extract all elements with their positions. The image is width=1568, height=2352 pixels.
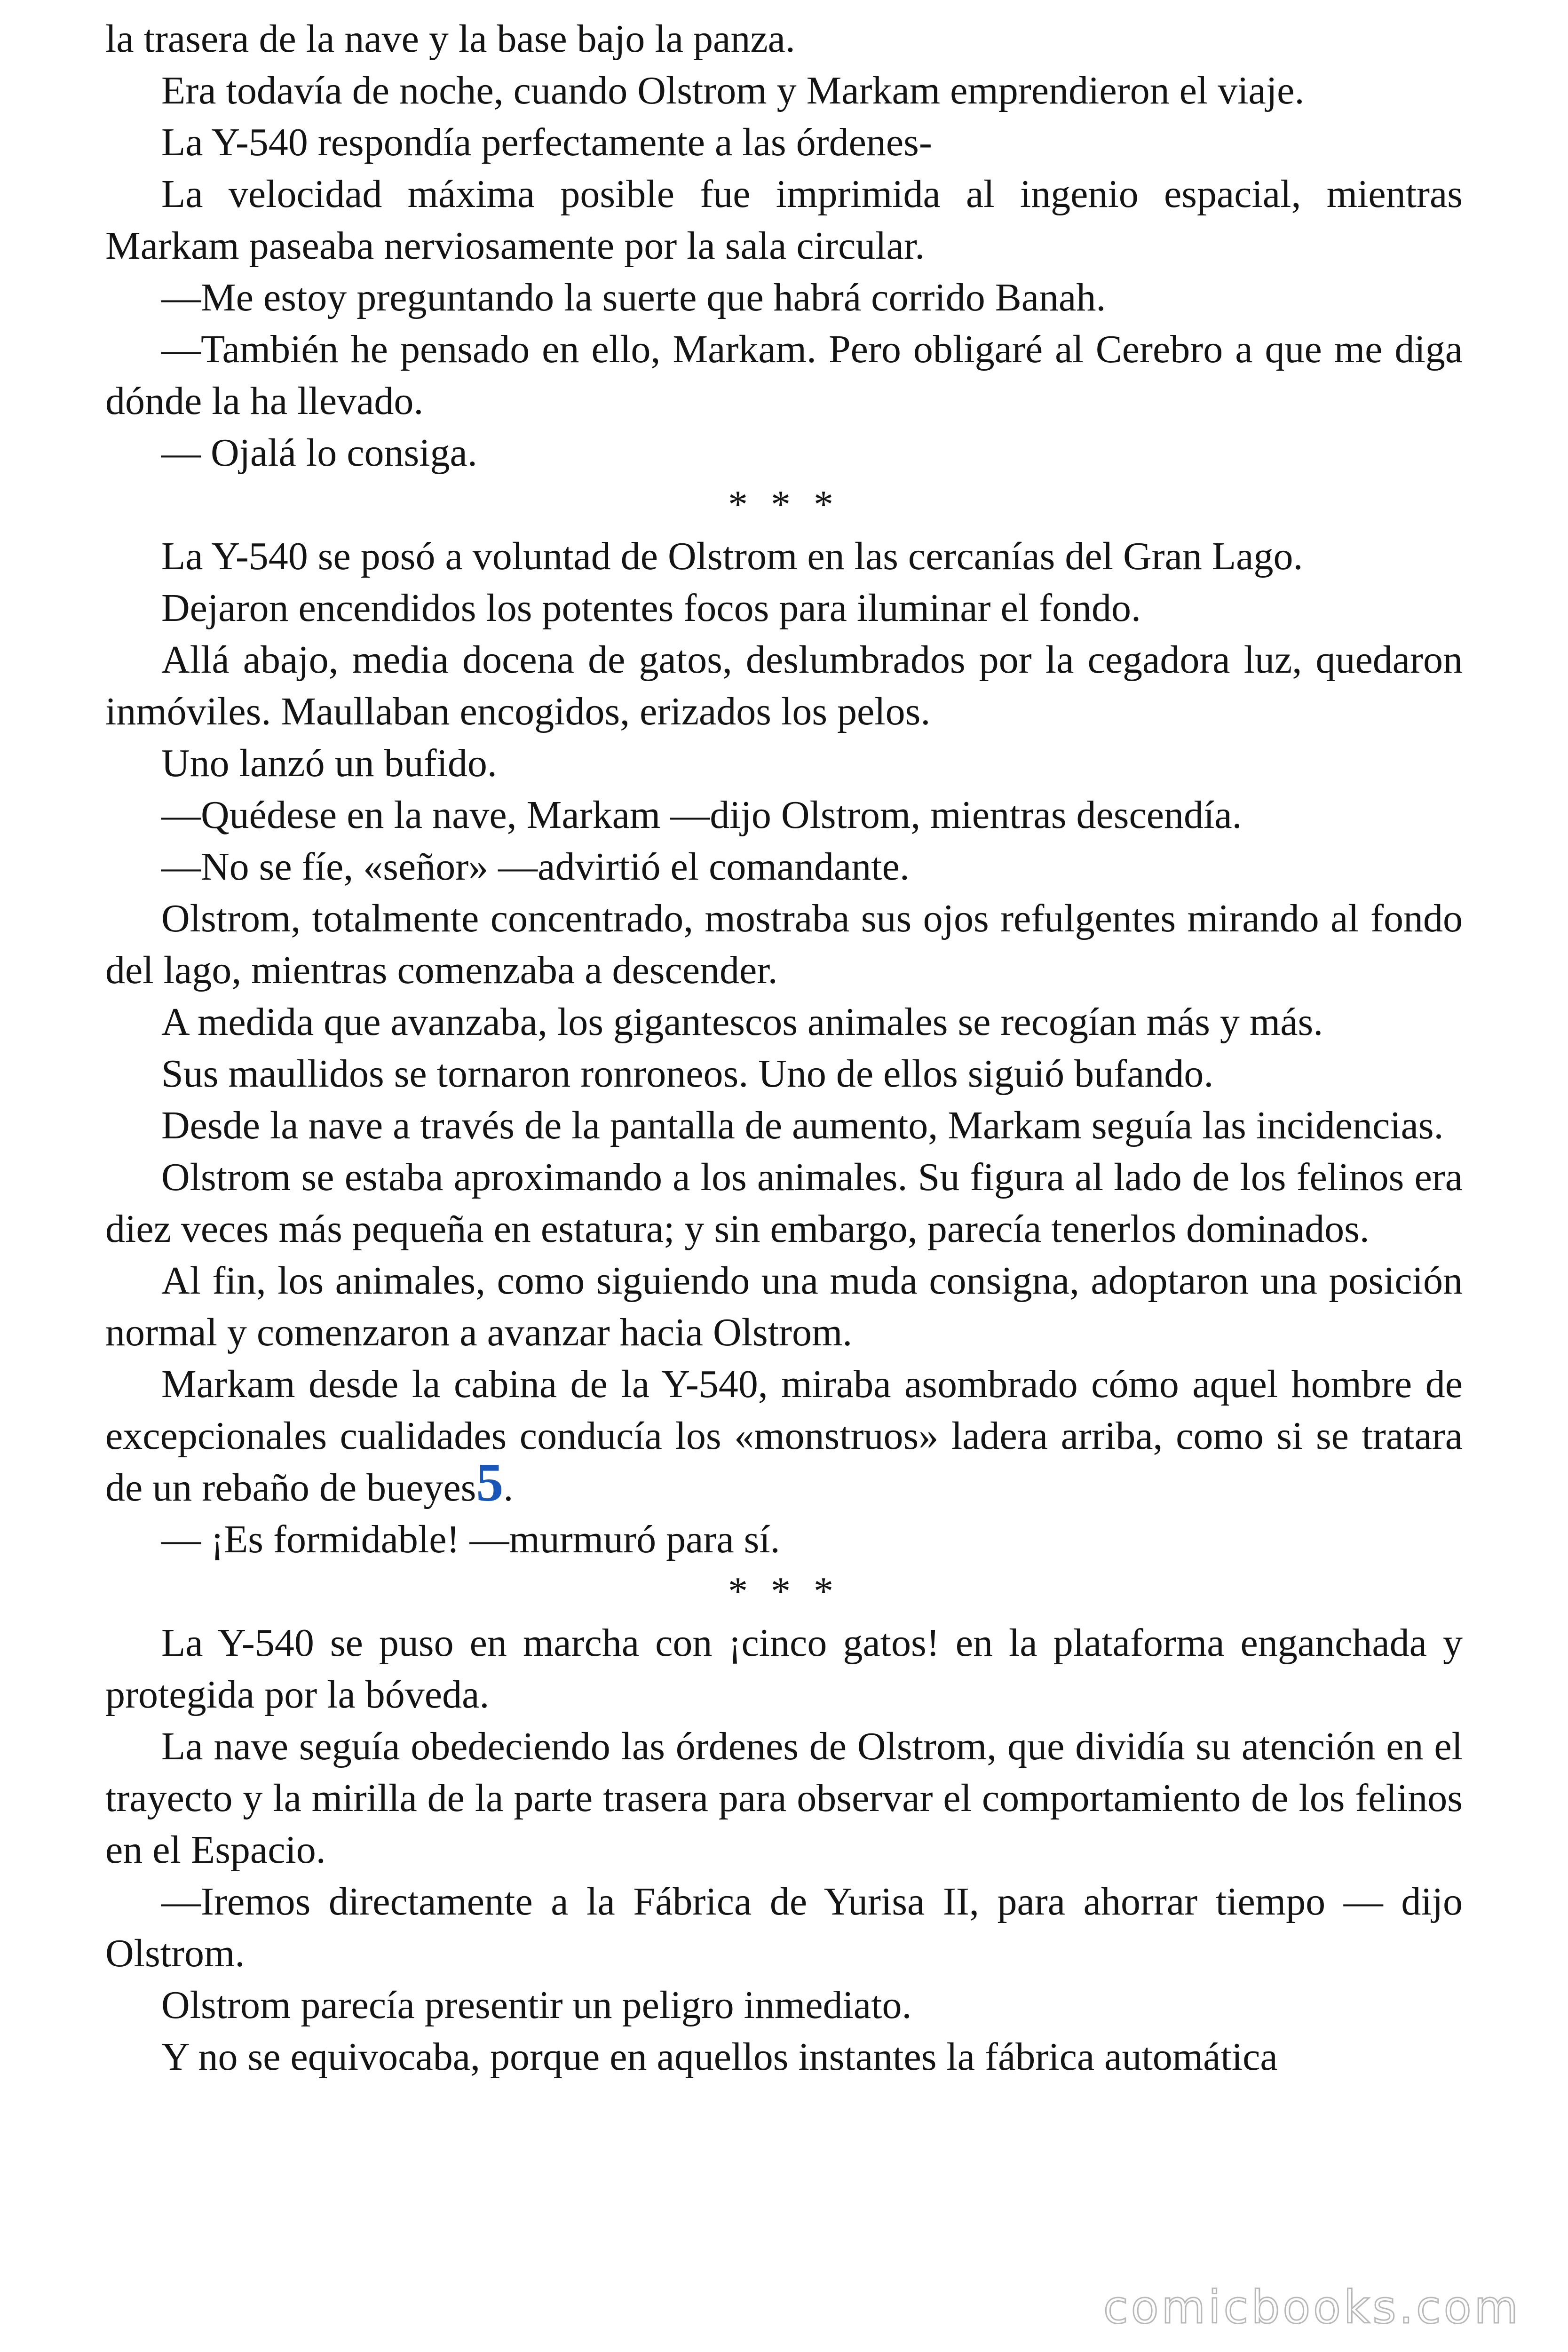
paragraph-text-end: . bbox=[503, 1466, 514, 1510]
scene-separator: * * * bbox=[728, 1569, 840, 1613]
paragraph: La Y-540 se puso en marcha con ¡cinco gatos! en la plataforma enganchada y protegida por la bóveda. bbox=[105, 1621, 1463, 1716]
paragraph: —No se fíe, «señor» —advirtió el comandante. bbox=[161, 845, 910, 889]
section-3 bbox=[105, 1617, 1463, 2083]
section-1 bbox=[105, 13, 1463, 479]
paragraph: Olstrom, totalmente concentrado, mostraba sus ojos refulgentes mirando al fondo del lago, mientras comenzaba a descender. bbox=[105, 897, 1463, 992]
paragraph: A medida que avanzaba, los gigantescos animales se recogían más y más. bbox=[161, 1000, 1323, 1044]
paragraph: Al fin, los animales, como siguiendo una muda consigna, adoptaron una posición normal y comenzaron a avanzar hacia Olstrom. bbox=[105, 1259, 1463, 1354]
paragraph: —Me estoy preguntando la suerte que habrá corrido Banah. bbox=[161, 276, 1106, 319]
paragraph: Olstrom se estaba aproximando a los animales. Su figura al lado de los felinos era diez veces más pequeña en estatura; y sin embargo, parecía tenerlos dominados. bbox=[105, 1155, 1463, 1251]
paragraph: La Y-540 respondía perfectamente a las órdenes- bbox=[161, 120, 932, 164]
paragraph: Olstrom parecía presentir un peligro inmediato. bbox=[161, 1983, 912, 2027]
watermark: comicbooks.com bbox=[1103, 2281, 1521, 2334]
paragraph: —Quédese en la nave, Markam —dijo Olstrom, mientras descendía. bbox=[161, 793, 1242, 837]
paragraph: La nave seguía obedeciendo las órdenes de Olstrom, que dividía su atención en el trayecto y la mirilla de la parte trasera para observar el comportamiento de los felinos en el Espacio. bbox=[105, 1724, 1463, 1872]
paragraph: Uno lanzó un bufido. bbox=[161, 741, 497, 785]
paragraph: La velocidad máxima posible fue imprimida al ingenio espacial, mientras Markam paseaba nerviosamente por la sala circular. bbox=[105, 172, 1463, 268]
paragraph: la trasera de la nave y la base bajo la panza. bbox=[105, 17, 795, 61]
paragraph: Y no se equivocaba, porque en aquellos instantes la fábrica automática bbox=[161, 2035, 1278, 2079]
paragraph: Sus maullidos se tornaron ronroneos. Uno de ellos siguió bufando. bbox=[161, 1052, 1214, 1096]
section-2 bbox=[105, 531, 1463, 1565]
book-page bbox=[105, 13, 1463, 2083]
paragraph-text: Markam desde la cabina de la Y-540, miraba asombrado cómo aquel hombre de excepcionales cualidades conducía los «monstruos» ladera arriba, como si se tratara de un rebaño de bueyes bbox=[105, 1362, 1463, 1510]
paragraph: — ¡Es formidable! —murmuró para sí. bbox=[161, 1518, 780, 1561]
paragraph: Era todavía de noche, cuando Olstrom y Markam emprendieron el viaje. bbox=[161, 69, 1305, 112]
paragraph: Dejaron encendidos los potentes focos para iluminar el fondo. bbox=[161, 586, 1141, 630]
paragraph: —También he pensado en ello, Markam. Pero obligaré al Cerebro a que me diga dónde la ha llevado. bbox=[105, 327, 1463, 423]
paragraph: La Y-540 se posó a voluntad de Olstrom en las cercanías del Gran Lago. bbox=[161, 534, 1303, 578]
scene-separator: * * * bbox=[728, 483, 840, 526]
paragraph: Allá abajo, media docena de gatos, deslumbrados por la cegadora luz, quedaron inmóviles. Maullaban encogidos, erizados los pelos. bbox=[105, 638, 1463, 733]
paragraph: Desde la nave a través de la pantalla de aumento, Markam seguía las incidencias. bbox=[161, 1104, 1444, 1147]
footnote-link[interactable]: 5 bbox=[476, 1453, 504, 1513]
paragraph: — Ojalá lo consiga. bbox=[161, 431, 477, 475]
paragraph-with-footnote bbox=[105, 1359, 1463, 1514]
paragraph: —Iremos directamente a la Fábrica de Yurisa II, para ahorrar tiempo — dijo Olstrom. bbox=[105, 1880, 1463, 1975]
